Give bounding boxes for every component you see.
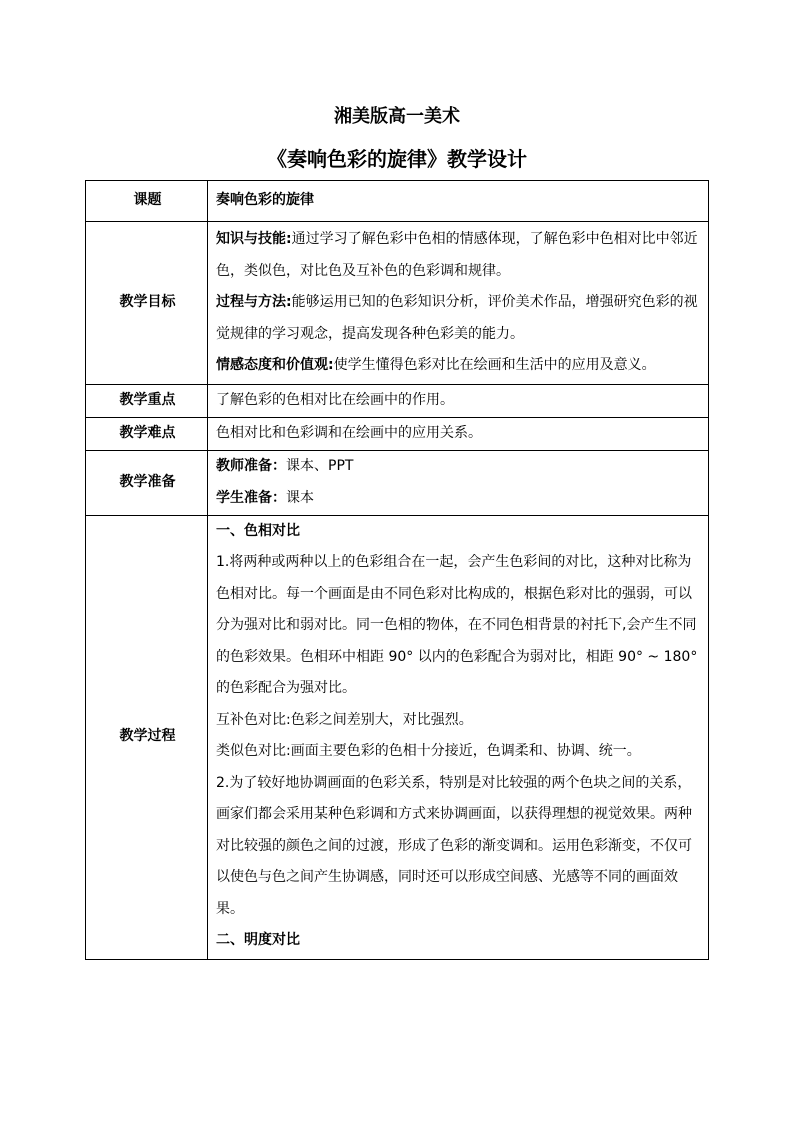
objective-knowledge: 知识与技能:通过学习了解色彩中色相的情感体现，了解色彩中色相对比中邻近色，类似色，对比色及互补色的色彩调和规律。 bbox=[216, 231, 698, 279]
preparation-content bbox=[208, 450, 709, 515]
section2-heading: 二、明度对比 bbox=[216, 932, 300, 948]
table-row-key-point bbox=[86, 384, 709, 417]
objectives-content bbox=[208, 222, 709, 385]
objective-attitude: 情感态度和价值观:使学生懂得色彩对比在绘画和生活中的应用及意义。 bbox=[216, 357, 656, 373]
objective-process: 过程与方法:能够运用已知的色彩知识分析，评价美术作品，增强研究色彩的视觉规律的学习观念，提高发现各种色彩美的能力。 bbox=[216, 294, 698, 342]
process-paragraph-2: 互补色对比:色彩之间差别大，对比强烈。 bbox=[216, 711, 473, 728]
section1-heading: 一、色相对比 bbox=[216, 522, 300, 539]
difficulty-value: 色相对比和色彩调和在绘画中的应用关系。 bbox=[208, 417, 709, 450]
table-row-difficulty bbox=[86, 417, 709, 450]
lesson-plan-table bbox=[85, 180, 709, 960]
table-row-preparation bbox=[86, 450, 709, 515]
topic-label: 课题 bbox=[86, 181, 208, 222]
key-point-value: 了解色彩的色相对比在绘画中的作用。 bbox=[208, 384, 709, 417]
process-paragraph-4: 2.为了较好地协调画面的色彩关系，特别是对比较强的两个色块之间的关系，画家们都会采用某种色彩调和方式来协调画面，以获得理想的视觉效果。两种对比较强的颜色之间的过渡，形成了色彩的渐变调和。运用色彩渐变，不仅可以使色与色之间产生协调感，同时还可以形成空间感、光感等不同的画面效果。 bbox=[216, 774, 692, 917]
table-row-objectives bbox=[86, 222, 709, 385]
document-title-line1: 湘美版高一美术 bbox=[334, 106, 460, 127]
process-content bbox=[208, 515, 709, 959]
student-preparation: 学生准备：课本 bbox=[216, 489, 314, 506]
topic-value: 奏响色彩的旋律 bbox=[208, 181, 709, 222]
difficulty-label: 教学难点 bbox=[86, 417, 208, 450]
table-row-process bbox=[86, 515, 709, 959]
key-point-label: 教学重点 bbox=[86, 384, 208, 417]
teacher-preparation: 教师准备：课本、PPT bbox=[216, 458, 354, 474]
table-row-topic bbox=[86, 181, 709, 222]
preparation-label: 教学准备 bbox=[86, 450, 208, 515]
document-title-line2: 《奏响色彩的旋律》教学设计 bbox=[267, 147, 527, 171]
process-paragraph-1: 1.将两种或两种以上的色彩组合在一起，会产生色彩间的对比，这种对比称为色相对比。每一个画面是由不同色彩对比构成的，根据色彩对比的强弱，可以分为强对比和弱对比。同一色相的物体，在不同色相背景的衬托下,会产生不同的色彩效果。色相环中相距 90° 以内的色彩配合为弱对比，相距 90° ~ 180° 的色彩配合为强对比。 bbox=[216, 554, 698, 696]
process-paragraph-3: 类似色对比:画面主要色彩的色相十分接近，色调柔和、协调、统一。 bbox=[216, 743, 641, 759]
objectives-label: 教学目标 bbox=[86, 222, 208, 385]
process-label: 教学过程 bbox=[86, 515, 208, 959]
